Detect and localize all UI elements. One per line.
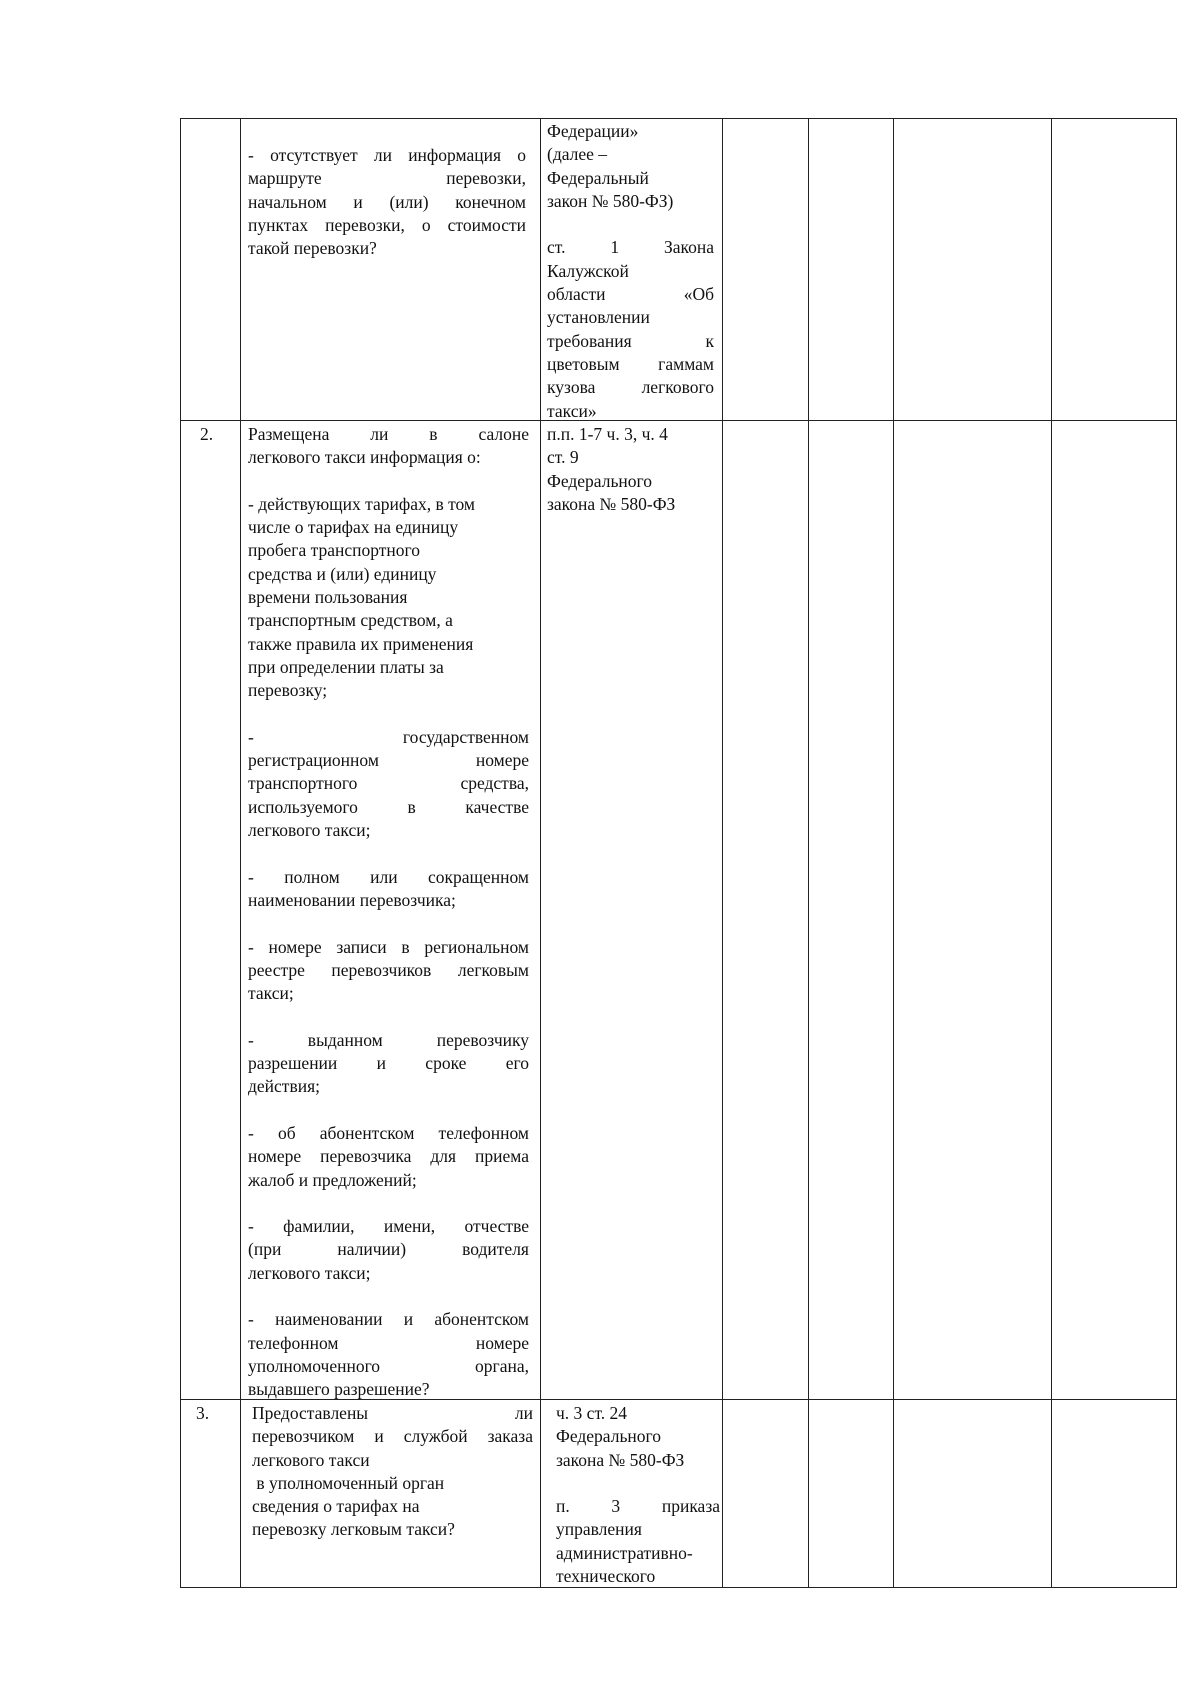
question-line: перевозку; (248, 680, 328, 701)
reference-block (556, 1495, 720, 1588)
reference-line: закона № 580-ФЗ (556, 1449, 685, 1470)
reference-line: ст. 1 Закона (547, 237, 714, 258)
question-line: - отсутствует ли информация о (248, 145, 526, 165)
reference-line: ч. 3 ст. 24 (556, 1403, 628, 1423)
question-line: сведения о тарифах на (252, 1496, 420, 1517)
question-line: легкового такси (252, 1449, 370, 1470)
question-line: - фамилии, имени, отчестве (248, 1216, 529, 1237)
question-line: - номере записи в региональном (248, 936, 529, 957)
question-line: действия; (248, 1076, 320, 1097)
row-3-number: 3. (196, 1403, 210, 1423)
column-divider-5 (893, 118, 894, 1587)
reference-line: Федерального (547, 470, 653, 491)
row-2-reference-cell (547, 423, 717, 516)
question-block (248, 726, 529, 842)
reference-line: Федерального (556, 1426, 662, 1447)
question-line: легкового такси; (248, 820, 371, 841)
question-line: транспортным средством, а (248, 610, 453, 631)
reference-line: Федеральный (547, 167, 649, 188)
reference-line: Федерации» (547, 121, 639, 141)
reference-line: управления (556, 1519, 642, 1540)
question-line: числе о тарифах на единицу (248, 517, 459, 538)
reference-line: закон № 580-ФЗ) (547, 190, 674, 211)
reference-block (547, 120, 714, 213)
reference-line: закона № 580-ФЗ (547, 493, 676, 514)
table-border-left (180, 118, 181, 1587)
question-line: времени пользования (248, 587, 408, 608)
reference-line: административно- (556, 1542, 693, 1563)
question-block (248, 1308, 529, 1401)
question-line: реестре перевозчиков легковым (248, 959, 529, 980)
reference-line: (далее – (547, 144, 608, 165)
reference-line: требования к (547, 330, 714, 351)
question-block (248, 1215, 529, 1285)
question-line: используемого в качестве (248, 796, 529, 817)
reference-line: п. 3 приказа (556, 1496, 720, 1517)
question-line: такси; (248, 983, 294, 1004)
row-2-number: 2. (200, 424, 214, 444)
question-line: перевозчиком и службой заказа (252, 1426, 533, 1447)
question-line: наименовании перевозчика; (248, 889, 456, 910)
question-line: уполномоченного органа, (248, 1355, 529, 1376)
question-line: транспортного средства, (248, 773, 529, 794)
question-line: телефонном номере (248, 1332, 529, 1353)
question-line: перевозку легковым такси? (252, 1519, 455, 1540)
question-line: Предоставлены ли (252, 1403, 533, 1423)
question-line: также правила их применения (248, 633, 474, 654)
row-3-question-cell (252, 1402, 533, 1542)
question-line: в уполномоченный орган (252, 1472, 445, 1493)
question-line: - наименовании и абонентском (248, 1309, 529, 1330)
question-line: маршруте перевозки, (248, 168, 526, 189)
column-divider-4 (808, 118, 809, 1587)
question-line: регистрационном номере (248, 750, 529, 771)
column-divider-2 (540, 118, 541, 1587)
question-line: пунктах перевозки, о стоимости (248, 214, 526, 235)
question-line: легкового такси информация о: (248, 447, 481, 468)
table-border-right (1176, 118, 1177, 1587)
question-line: Размещена ли в салоне (248, 424, 529, 444)
question-line: пробега транспортного (248, 540, 421, 561)
reference-line: кузова легкового (547, 377, 714, 398)
column-divider-3 (722, 118, 723, 1587)
question-line: легкового такси; (248, 1262, 371, 1283)
question-block (248, 1029, 529, 1099)
question-block (248, 493, 529, 703)
question-line: - об абонентском телефонном (248, 1122, 529, 1143)
reference-line: такси» (547, 400, 597, 421)
question-block (248, 1122, 529, 1192)
question-line: номере перевозчика для приема (248, 1146, 529, 1167)
question-line: (при наличии) водителя (248, 1239, 529, 1260)
reference-line: цветовым гаммам (547, 353, 714, 374)
question-line: - выданном перевозчику (248, 1029, 529, 1050)
reference-line: технического (556, 1566, 656, 1587)
question-block (248, 866, 529, 913)
reference-line: области «Об (547, 284, 714, 305)
question-block (248, 423, 529, 470)
question-line: выдавшего разрешение? (248, 1379, 430, 1400)
reference-block (547, 423, 717, 516)
row-2-question-cell (248, 423, 529, 1401)
question-line: - полном или сокращенном (248, 866, 529, 887)
question-line: при определении платы за (248, 656, 444, 677)
reference-block (556, 1402, 720, 1472)
row-3-reference-cell (556, 1402, 720, 1588)
question-line: жалоб и предложений; (248, 1169, 417, 1190)
question-block (248, 936, 529, 1006)
question-line: - государственном (248, 726, 529, 747)
reference-line: ст. 9 (547, 447, 579, 468)
reference-line: Калужской (547, 260, 629, 281)
row-1-reference-cell (547, 120, 714, 423)
question-line: средства и (или) единицу (248, 563, 437, 584)
question-line: такой перевозки? (248, 238, 377, 259)
column-divider-6 (1051, 118, 1052, 1587)
question-line: начальном и (или) конечном (248, 191, 526, 212)
question-line: - действующих тарифах, в том (248, 493, 476, 514)
reference-block (547, 236, 714, 422)
reference-line: п.п. 1-7 ч. 3, ч. 4 (547, 424, 668, 444)
question-line: разрешении и сроке его (248, 1053, 529, 1074)
table-border-top (180, 118, 1177, 119)
row-1-question-cell (248, 144, 526, 260)
reference-line: установлении (547, 307, 650, 328)
column-divider-1 (240, 118, 241, 1587)
